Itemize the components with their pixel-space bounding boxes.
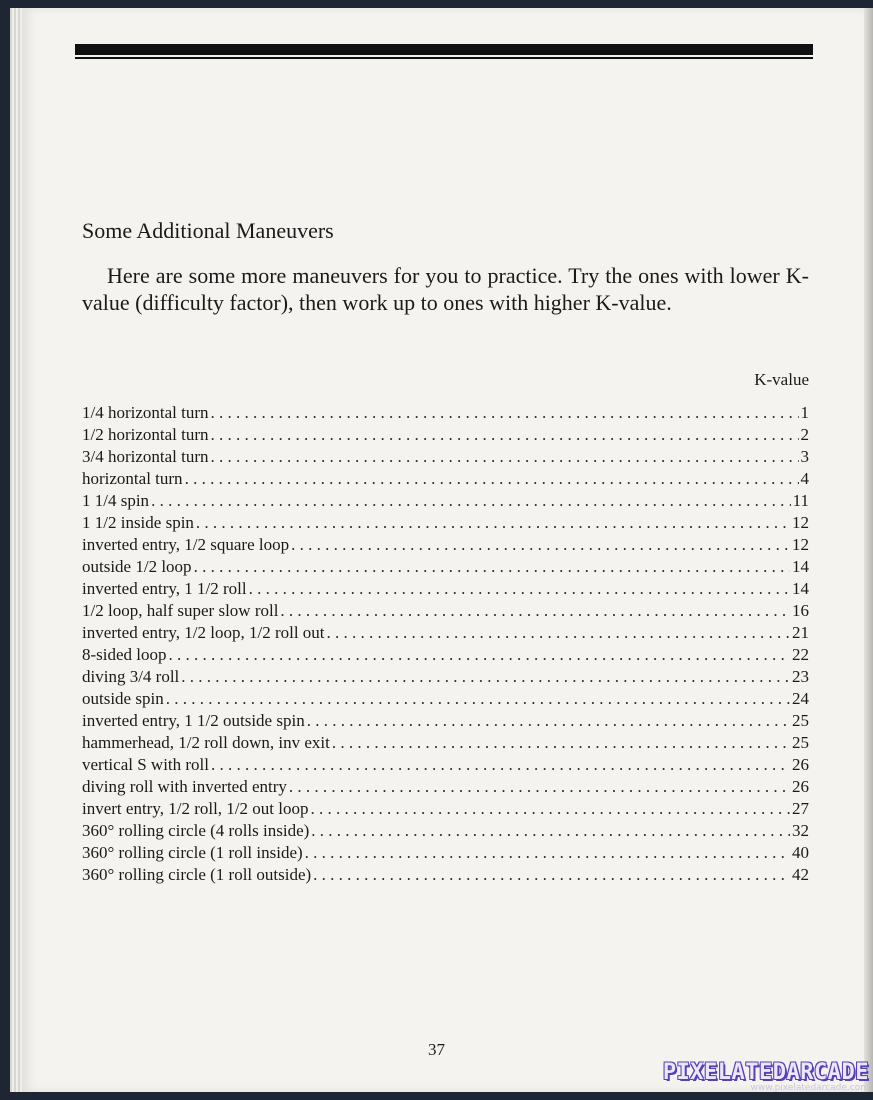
dot-leader — [196, 512, 790, 534]
maneuver-name: 1/2 loop, half super slow roll — [82, 601, 279, 620]
maneuver-name: hammerhead, 1/2 roll down, inv exit — [82, 733, 330, 752]
dot-leader — [313, 864, 790, 886]
maneuver-row — [82, 534, 809, 556]
maneuver-row — [82, 688, 809, 710]
maneuver-row — [82, 622, 809, 644]
k-value: 12 — [792, 535, 809, 554]
k-value: 23 — [792, 667, 809, 686]
dot-leader — [194, 556, 790, 578]
maneuver-row — [82, 424, 809, 446]
maneuver-row — [82, 820, 809, 842]
k-value: 12 — [792, 513, 809, 532]
maneuver-row — [82, 556, 809, 578]
dot-leader — [211, 424, 799, 446]
maneuver-row — [82, 402, 809, 424]
dot-leader — [305, 842, 790, 864]
maneuver-row — [82, 666, 809, 688]
k-value: 2 — [800, 425, 809, 444]
watermark-url: www.pixelatedarcade.com — [750, 1083, 869, 1093]
maneuver-name: outside spin — [82, 689, 164, 708]
k-value: 40 — [792, 843, 809, 862]
intro-paragraph: Here are some more maneuvers for you to practice. Try the ones with lower K-value (difficulty factor), then work up to ones with higher K-value. — [82, 263, 809, 315]
maneuver-row — [82, 732, 809, 754]
k-value: 22 — [792, 645, 809, 664]
maneuver-row — [82, 798, 809, 820]
k-value: 24 — [792, 689, 809, 708]
page-number: 37 — [428, 1040, 445, 1059]
k-value: 25 — [792, 733, 809, 752]
maneuver-row — [82, 512, 809, 534]
k-value: 16 — [792, 601, 809, 620]
facing-page-edge — [864, 8, 873, 1092]
k-value: 27 — [792, 799, 809, 818]
maneuver-name: outside 1/2 loop — [82, 557, 192, 576]
watermark-brand: PIXELATEDARCADE — [662, 1060, 869, 1085]
maneuver-row — [82, 578, 809, 600]
maneuver-name: 8-sided loop — [82, 645, 167, 664]
maneuver-list — [82, 402, 809, 886]
maneuver-name: 3/4 horizontal turn — [82, 447, 209, 466]
dot-leader — [185, 468, 799, 490]
k-value: 3 — [800, 447, 809, 466]
maneuver-name: 1/2 horizontal turn — [82, 425, 209, 444]
k-value: 14 — [792, 557, 809, 576]
dot-leader — [169, 644, 790, 666]
k-value: 42 — [792, 865, 809, 884]
maneuver-row — [82, 754, 809, 776]
k-value: 26 — [792, 777, 809, 796]
dot-leader — [280, 600, 790, 622]
k-value-header: K-value — [754, 370, 809, 389]
maneuver-name: diving roll with inverted entry — [82, 777, 287, 796]
k-value: 21 — [792, 623, 809, 642]
dot-leader — [211, 754, 790, 776]
maneuver-name: 360° rolling circle (1 roll outside) — [82, 865, 312, 884]
top-rule-thin — [75, 57, 813, 59]
maneuver-row — [82, 490, 809, 512]
dot-leader — [310, 798, 790, 820]
maneuver-row — [82, 842, 809, 864]
dot-leader — [211, 402, 799, 424]
top-rule — [75, 44, 813, 55]
maneuver-name: 360° rolling circle (1 roll inside) — [82, 843, 303, 862]
maneuver-row — [82, 864, 809, 886]
maneuver-row — [82, 600, 809, 622]
dot-leader — [311, 820, 790, 842]
dot-leader — [291, 534, 790, 556]
maneuver-name: vertical S with roll — [82, 755, 210, 774]
dot-leader — [332, 732, 790, 754]
maneuver-row — [82, 710, 809, 732]
maneuver-row — [82, 776, 809, 798]
maneuver-row — [82, 446, 809, 468]
maneuver-name: diving 3/4 roll — [82, 667, 180, 686]
dot-leader — [181, 666, 790, 688]
maneuver-name: 360° rolling circle (4 rolls inside) — [82, 821, 310, 840]
k-value: 11 — [792, 491, 809, 510]
maneuver-row — [82, 468, 809, 490]
maneuver-row — [82, 644, 809, 666]
watermark — [663, 1060, 869, 1093]
maneuver-name: 1 1/2 inside spin — [82, 513, 194, 532]
dot-leader — [211, 446, 799, 468]
maneuver-name: 1/4 horizontal turn — [82, 403, 209, 422]
dot-leader — [166, 688, 790, 710]
section-title: Some Additional Maneuvers — [82, 218, 334, 243]
maneuver-name: inverted entry, 1 1/2 outside spin — [82, 711, 305, 730]
maneuver-name: 1 1/4 spin — [82, 491, 150, 510]
k-value: 32 — [792, 821, 809, 840]
maneuver-name: invert entry, 1/2 roll, 1/2 out loop — [82, 799, 309, 818]
k-value: 14 — [792, 579, 809, 598]
maneuver-name: inverted entry, 1/2 square loop — [82, 535, 290, 554]
maneuver-name: horizontal turn — [82, 469, 183, 488]
dot-leader — [307, 710, 790, 732]
k-value: 4 — [800, 469, 809, 488]
k-value: 26 — [792, 755, 809, 774]
dot-leader — [289, 776, 790, 798]
k-value: 25 — [792, 711, 809, 730]
maneuver-name: inverted entry, 1/2 loop, 1/2 roll out — [82, 623, 325, 642]
k-value: 1 — [800, 403, 809, 422]
dot-leader — [249, 578, 790, 600]
maneuver-name: inverted entry, 1 1/2 roll — [82, 579, 247, 598]
dot-leader — [327, 622, 790, 644]
dot-leader — [151, 490, 791, 512]
